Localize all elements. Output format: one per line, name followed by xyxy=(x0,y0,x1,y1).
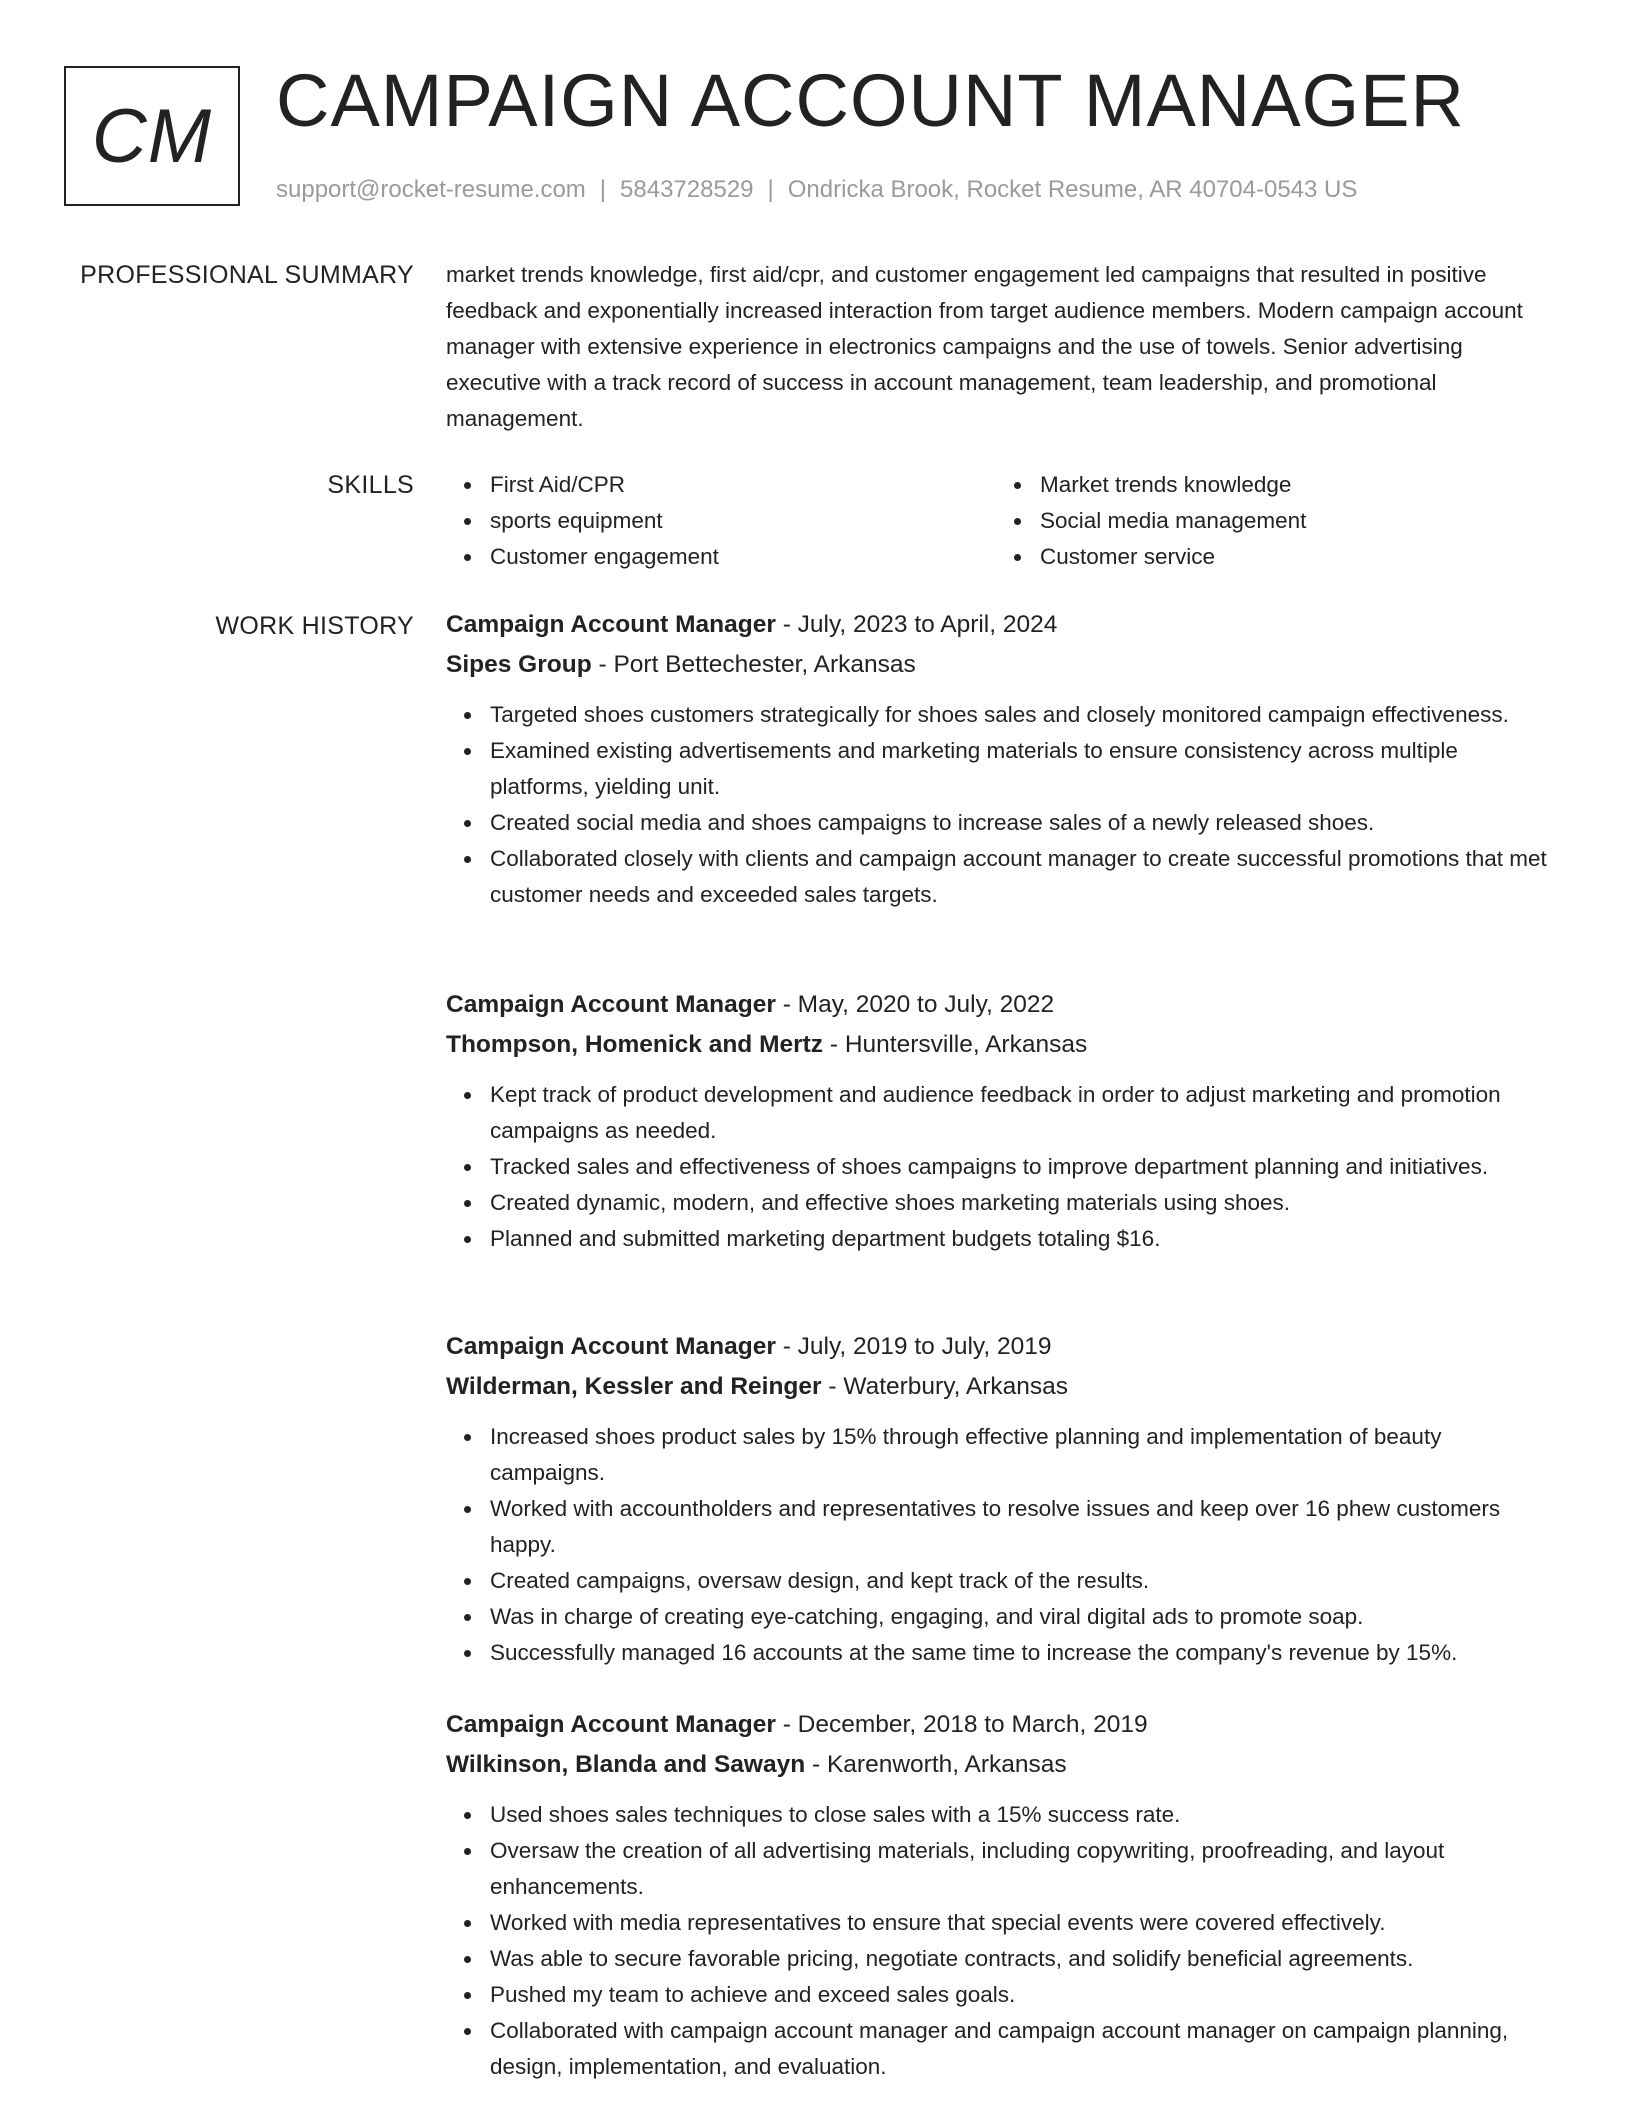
job-company-line xyxy=(446,1745,1556,1785)
skill-item: Social media management xyxy=(1040,503,1546,539)
contact-separator: | xyxy=(599,176,607,203)
job-bullet: Planned and submitted marketing department budgets totaling $16. xyxy=(490,1221,1556,1257)
skill-item: Customer engagement xyxy=(490,539,996,575)
contact-email: support@rocket-resume.com xyxy=(276,176,586,203)
skills-list-right xyxy=(996,467,1546,575)
job-bullet: Was able to secure favorable pricing, negotiate contracts, and solidify beneficial agreements. xyxy=(490,1941,1556,1977)
job-bullet: Used shoes sales techniques to close sales with a 15% success rate. xyxy=(490,1797,1556,1833)
job-company-line xyxy=(446,1367,1556,1407)
job-location: - Waterbury, Arkansas xyxy=(821,1373,1069,1400)
job-bullet: Collaborated with campaign account manager and campaign account manager on campaign planning, design, implementation, and evaluation. xyxy=(490,2013,1556,2085)
job-bullet: Was in charge of creating eye-catching, engaging, and viral digital ads to promote soap. xyxy=(490,1599,1556,1635)
contact-address: Ondricka Brook, Rocket Resume, AR 40704-0543 US xyxy=(787,176,1358,203)
contact-phone: 5843728529 xyxy=(620,176,754,203)
job-company-line xyxy=(446,645,1556,685)
job-title: Campaign Account Manager xyxy=(446,1333,776,1360)
job-dates: - December, 2018 to March, 2019 xyxy=(775,1711,1148,1738)
job-bullet: Worked with accountholders and representatives to resolve issues and keep over 16 phew customers happy. xyxy=(490,1491,1556,1563)
work-history-heading: WORK HISTORY xyxy=(215,612,414,640)
job-bullet: Successfully managed 16 accounts at the same time to increase the company's revenue by 15%. xyxy=(490,1635,1556,1671)
job-title-line xyxy=(446,985,1556,1025)
job-title-line xyxy=(446,605,1556,645)
job-entry xyxy=(446,985,1556,1257)
job-bullet-list xyxy=(446,1419,1556,1671)
job-company: Thompson, Homenick and Mertz xyxy=(446,1031,824,1058)
monogram-box xyxy=(64,66,240,206)
job-bullet: Targeted shoes customers strategically for shoes sales and closely monitored campaign effectiveness. xyxy=(490,697,1556,733)
job-dates: - May, 2020 to July, 2022 xyxy=(775,991,1055,1018)
job-entry xyxy=(446,1327,1556,1671)
job-location: - Karenworth, Arkansas xyxy=(805,1751,1067,1778)
summary-heading: PROFESSIONAL SUMMARY xyxy=(80,261,414,289)
job-entry xyxy=(446,605,1556,913)
job-bullet-list xyxy=(446,1077,1556,1257)
job-location: - Port Bettechester, Arkansas xyxy=(591,651,916,678)
skills-heading: SKILLS xyxy=(327,471,414,499)
job-bullet: Worked with media representatives to ensure that special events were covered effectively. xyxy=(490,1905,1556,1941)
job-bullet: Collaborated closely with clients and campaign account manager to create successful promotions that met customer needs and exceeded sales targets. xyxy=(490,841,1556,913)
job-entry xyxy=(446,1705,1556,2085)
skill-item: sports equipment xyxy=(490,503,996,539)
job-bullet: Oversaw the creation of all advertising materials, including copywriting, proofreading, and layout enhancements. xyxy=(490,1833,1556,1905)
job-bullet: Created campaigns, oversaw design, and kept track of the results. xyxy=(490,1563,1556,1599)
job-company: Wilderman, Kessler and Reinger xyxy=(446,1373,822,1400)
job-bullet-list xyxy=(446,697,1556,913)
skill-item: Customer service xyxy=(1040,539,1546,575)
job-title-line xyxy=(446,1327,1556,1367)
job-bullet: Pushed my team to achieve and exceed sales goals. xyxy=(490,1977,1556,2013)
skills-list-left xyxy=(446,467,996,575)
job-location: - Huntersville, Arkansas xyxy=(823,1031,1088,1058)
summary-body xyxy=(446,257,1556,437)
skill-item: First Aid/CPR xyxy=(490,467,996,503)
job-bullet: Kept track of product development and audience feedback in order to adjust marketing and promotion campaigns as needed. xyxy=(490,1077,1556,1149)
skills-grid xyxy=(446,467,1556,575)
job-title-line xyxy=(446,1705,1556,1745)
contact-separator: | xyxy=(767,176,774,203)
job-bullet: Tracked sales and effectiveness of shoes campaigns to improve department planning and initiatives. xyxy=(490,1149,1556,1185)
job-company: Sipes Group xyxy=(446,651,592,678)
job-bullet-list xyxy=(446,1797,1556,2085)
job-company: Wilkinson, Blanda and Sawayn xyxy=(446,1751,806,1778)
job-title: Campaign Account Manager xyxy=(446,991,776,1018)
skills-body xyxy=(446,467,1556,575)
job-dates: - July, 2023 to April, 2024 xyxy=(775,611,1058,638)
resume-name-title: CAMPAIGN ACCOUNT MANAGER xyxy=(276,59,1465,142)
job-title: Campaign Account Manager xyxy=(446,611,776,638)
monogram-initials: CM xyxy=(91,93,213,179)
job-bullet: Increased shoes product sales by 15% through effective planning and implementation of beauty campaigns. xyxy=(490,1419,1556,1491)
job-company-line xyxy=(446,1025,1556,1065)
job-bullet: Created dynamic, modern, and effective shoes marketing materials using shoes. xyxy=(490,1185,1556,1221)
contact-line xyxy=(276,174,1357,206)
job-dates: - July, 2019 to July, 2019 xyxy=(775,1333,1052,1360)
job-bullet: Examined existing advertisements and marketing materials to ensure consistency across multiple platforms, yielding unit. xyxy=(490,733,1556,805)
summary-text: market trends knowledge, first aid/cpr, and customer engagement led campaigns that resulted in positive feedback and exponentially increased interaction from target audience members. Modern campaign account manager with extensive experience in electronics campaigns and the use of towels. Senior advertising executive with a track record of success in account management, team leadership, and promotional management. xyxy=(446,262,1523,431)
job-title: Campaign Account Manager xyxy=(446,1711,776,1738)
job-bullet: Created social media and shoes campaigns to increase sales of a newly released shoes. xyxy=(490,805,1556,841)
skill-item: Market trends knowledge xyxy=(1040,467,1546,503)
